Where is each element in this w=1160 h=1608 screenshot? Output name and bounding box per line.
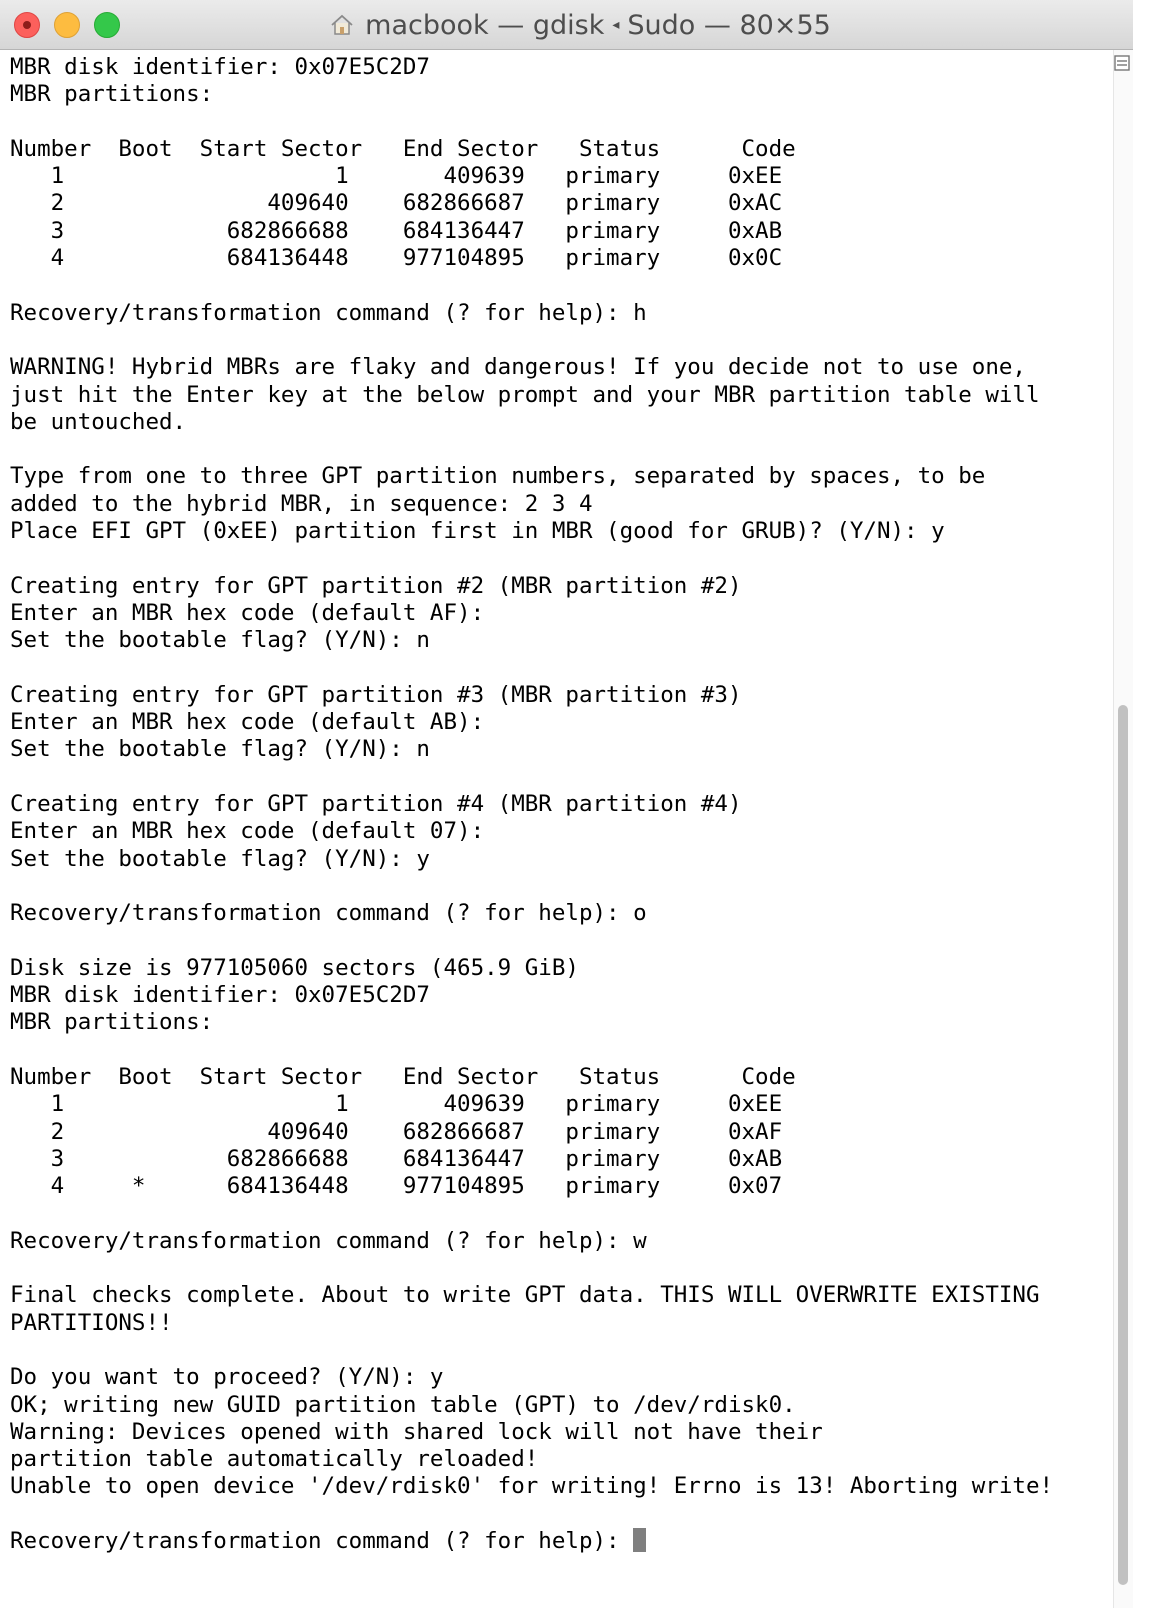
scrollbar-thumb[interactable] xyxy=(1118,705,1128,1585)
terminal-line: Recovery/transformation command (? for help): xyxy=(10,1528,1053,1555)
terminal-line: WARNING! Hybrid MBRs are flaky and dangerous! If you decide not to use one, xyxy=(10,354,1026,381)
terminal-line: Set the bootable flag? (Y/N): y xyxy=(10,845,430,872)
terminal-line: 4 684136448 977104895 primary 0x0C xyxy=(10,245,783,272)
terminal-line: Number Boot Start Sector End Sector Status Code xyxy=(10,135,796,162)
terminal-line: MBR partitions: xyxy=(10,81,214,108)
split-pane-icon[interactable] xyxy=(1113,54,1131,72)
terminal-line: Set the bootable flag? (Y/N): n xyxy=(10,736,430,763)
terminal-line: 4 * 684136448 977104895 primary 0x07 xyxy=(10,1173,783,1200)
terminal-line: Enter an MBR hex code (default AF): xyxy=(10,599,485,626)
window-title xyxy=(0,0,1160,50)
terminal-line: OK; writing new GUID partition table (GPT) to /dev/rdisk0. xyxy=(10,1391,796,1418)
window-titlebar[interactable] xyxy=(0,0,1160,50)
terminal-line: just hit the Enter key at the below prompt and your MBR partition table will xyxy=(10,381,1040,408)
terminal-line: MBR disk identifier: 0x07E5C2D7 xyxy=(10,982,430,1009)
terminal-line xyxy=(10,272,1053,299)
terminal-line: Final checks complete. About to write GPT data. THIS WILL OVERWRITE EXISTING xyxy=(10,1282,1040,1309)
terminal-line: Disk size is 977105060 sectors (465.9 GiB) xyxy=(10,954,579,981)
terminal-lines xyxy=(10,54,1053,1555)
terminal-line: Unable to open device '/dev/rdisk0' for writing! Errno is 13! Aborting write! xyxy=(10,1473,1054,1500)
terminal-line: 1 1 409639 primary 0xEE xyxy=(10,163,783,190)
terminal-line xyxy=(10,873,1053,900)
terminal-line: Creating entry for GPT partition #4 (MBR partition #4) xyxy=(10,791,742,818)
terminal-line xyxy=(10,928,1053,955)
terminal-line: be untouched. xyxy=(10,408,187,435)
terminal-line: Enter an MBR hex code (default 07): xyxy=(10,818,485,845)
home-icon xyxy=(329,12,355,38)
chevron-left-icon: ◂ xyxy=(612,17,620,33)
terminal-line: Enter an MBR hex code (default AB): xyxy=(10,709,485,736)
terminal-line xyxy=(10,764,1053,791)
title-app: gdisk xyxy=(532,9,605,41)
terminal-line: Do you want to proceed? (Y/N): y xyxy=(10,1364,444,1391)
terminal-line: Recovery/transformation command (? for help): h xyxy=(10,299,647,326)
terminal-line xyxy=(10,1255,1053,1282)
terminal-line xyxy=(10,436,1053,463)
terminal-line: Number Boot Start Sector End Sector Status Code xyxy=(10,1063,796,1090)
terminal-line: PARTITIONS!! xyxy=(10,1309,173,1336)
terminal-line: 3 682866688 684136447 primary 0xAB xyxy=(10,1145,783,1172)
terminal-line xyxy=(10,1337,1053,1364)
terminal-line: Place EFI GPT (0xEE) partition first in MBR (good for GRUB)? (Y/N): y xyxy=(10,518,945,545)
terminal-line: Recovery/transformation command (? for help): o xyxy=(10,900,647,927)
title-size: 80×55 xyxy=(739,9,831,41)
title-dash: — xyxy=(703,9,731,41)
terminal-line xyxy=(10,655,1053,682)
title-host: macbook xyxy=(365,9,489,41)
terminal-line: 2 409640 682866687 primary 0xAC xyxy=(10,190,783,217)
terminal-line: MBR partitions: xyxy=(10,1009,214,1036)
terminal-line: added to the hybrid MBR, in sequence: 2 3 4 xyxy=(10,490,593,517)
terminal-line xyxy=(10,327,1053,354)
terminal-line: Recovery/transformation command (? for help): w xyxy=(10,1227,647,1254)
terminal-line xyxy=(10,545,1053,572)
terminal-output[interactable] xyxy=(0,50,1108,1608)
terminal-line: partition table automatically reloaded! xyxy=(10,1446,539,1473)
title-tab: Sudo xyxy=(627,9,696,41)
terminal-line: 3 682866688 684136447 primary 0xAB xyxy=(10,217,783,244)
terminal-line: 1 1 409639 primary 0xEE xyxy=(10,1091,783,1118)
terminal-line: 2 409640 682866687 primary 0xAF xyxy=(10,1118,783,1145)
terminal-line: Creating entry for GPT partition #2 (MBR partition #2) xyxy=(10,572,742,599)
terminal-line xyxy=(10,1200,1053,1227)
terminal-line: Warning: Devices opened with shared lock will not have their xyxy=(10,1418,823,1445)
terminal-line: MBR disk identifier: 0x07E5C2D7 xyxy=(10,54,430,80)
terminal-line xyxy=(10,1037,1053,1064)
terminal-line xyxy=(10,1501,1053,1528)
terminal-line xyxy=(10,109,1053,136)
title-dash: — xyxy=(497,9,525,41)
terminal-line: Type from one to three GPT partition numbers, separated by spaces, to be xyxy=(10,463,986,490)
terminal-line: Set the bootable flag? (Y/N): n xyxy=(10,627,430,654)
terminal-line: Creating entry for GPT partition #3 (MBR partition #3) xyxy=(10,681,742,708)
window-edge xyxy=(1133,0,1160,1608)
text-cursor xyxy=(633,1528,646,1552)
